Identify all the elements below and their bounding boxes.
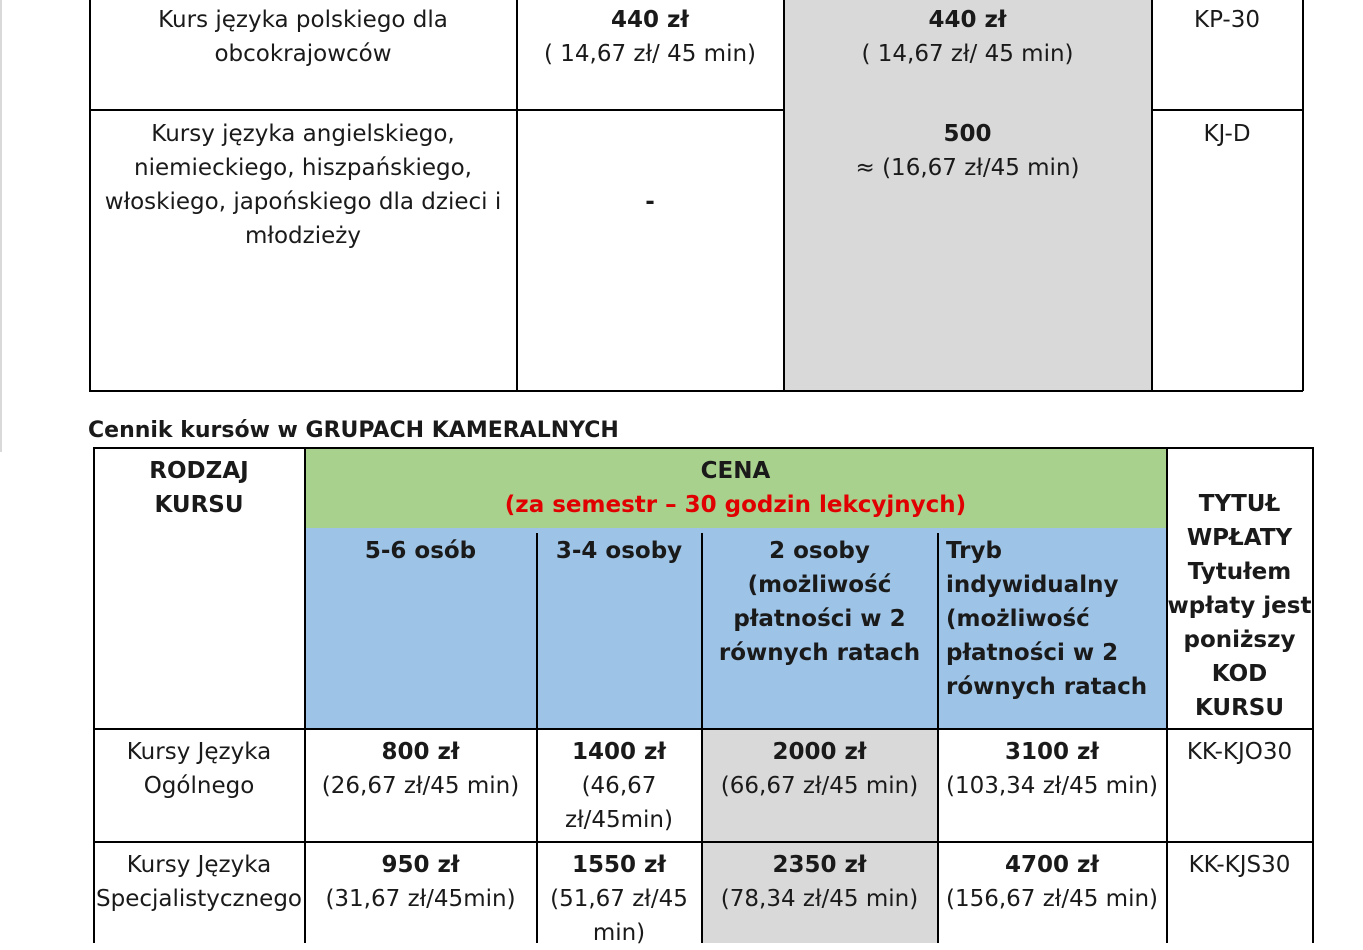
page-margin-line [0, 0, 2, 452]
course-name-line: Ogólnego [143, 773, 255, 799]
price-cell [784, 117, 1151, 185]
header-line: KURSU [154, 492, 244, 518]
section-title: Cennik kursów w GRUPACH KAMERALNYCH [88, 418, 619, 443]
price-value: 1400 zł [572, 739, 666, 765]
course-code [1167, 735, 1312, 769]
header-line: WPŁATY [1186, 525, 1293, 551]
course-name-line: Specjalistycznego [96, 886, 302, 912]
price-rate: (51,67 zł/45 [550, 886, 688, 912]
course-code-text: KP-30 [1193, 7, 1260, 33]
course-name [94, 735, 304, 803]
course-name-line: włoskiego, japońskiego dla dzieci i [104, 189, 502, 215]
price-rate: ( 14,67 zł/ 45 min) [861, 41, 1074, 67]
course-code-text: KK-KJO30 [1186, 739, 1293, 765]
price-cell [537, 848, 701, 950]
price-cell [537, 735, 701, 837]
price-cell [938, 848, 1166, 916]
price-value: 440 zł [611, 7, 689, 33]
price-rate: (78,34 zł/45 min) [720, 886, 919, 912]
price-rate: min) [592, 920, 646, 946]
course-name-line: Kursy Języka [126, 739, 272, 765]
course-name [90, 117, 516, 253]
header-line: (możliwość [946, 606, 1090, 632]
header-line: równych ratach [946, 674, 1148, 700]
price-rate: (31,67 zł/45min) [325, 886, 516, 912]
price-value: 2000 zł [772, 739, 867, 765]
price-value: 1550 zł [572, 852, 666, 878]
header-line: 3-4 osoby [555, 538, 683, 564]
course-code-text: KK-KJS30 [1188, 852, 1291, 878]
grid-line [89, 390, 1303, 392]
header-group-individual [938, 534, 1166, 704]
header-line: 5-6 osób [364, 538, 477, 564]
header-price-label: CENA [700, 458, 771, 484]
header-price [305, 454, 1166, 522]
header-line: wpłaty jest [1167, 593, 1312, 619]
header-line: TYTUŁ [1198, 491, 1281, 517]
grid-line [93, 728, 1313, 730]
price-value: 4700 zł [1005, 852, 1099, 878]
header-payment-title [1167, 487, 1312, 725]
header-group-2 [702, 534, 937, 670]
price-cell [938, 735, 1166, 803]
price-rate: (26,67 zł/45 min) [321, 773, 520, 799]
price-rate: zł/45min) [565, 807, 673, 833]
course-name-line: obcokrajowców [214, 41, 392, 67]
grid-line [1151, 0, 1153, 391]
course-name [94, 848, 304, 916]
price-cell [305, 848, 536, 916]
course-name-line: Kursy języka angielskiego, [151, 121, 455, 147]
course-name-line: młodzieży [245, 223, 361, 249]
price-rate: (156,67 zł/45 min) [945, 886, 1159, 912]
header-line: 2 osoby [769, 538, 870, 564]
price-value: 2350 zł [772, 852, 867, 878]
grid-line [93, 841, 1313, 843]
course-name [90, 3, 516, 71]
price-cell [305, 735, 536, 803]
course-name-line: Kurs języka polskiego dla [158, 7, 448, 33]
price-value: - [645, 189, 655, 215]
grid-line [1312, 447, 1314, 943]
price-rate: (66,67 zł/45 min) [720, 773, 919, 799]
header-line: KOD [1211, 661, 1268, 687]
grid-line [1302, 0, 1304, 391]
price-rate: (46,67 [581, 773, 657, 799]
header-course-type [94, 454, 304, 522]
price-value: 500 [943, 121, 992, 147]
price-cell [702, 735, 937, 803]
course-code [1152, 3, 1302, 37]
header-line: RODZAJ [149, 458, 249, 484]
course-code [1152, 117, 1302, 151]
grid-line [93, 447, 1313, 449]
course-code-text: KJ-D [1203, 121, 1251, 147]
header-price-note: (za semestr – 30 godzin lekcyjnych) [504, 492, 967, 518]
price-cell [784, 3, 1151, 71]
price-cell [517, 185, 783, 219]
course-name-line: niemieckiego, hiszpańskiego, [134, 155, 472, 181]
price-value: 440 zł [928, 7, 1007, 33]
grid-line [1151, 109, 1303, 111]
grid-line [89, 109, 783, 111]
course-name-line: Kursy Języka [126, 852, 272, 878]
course-code [1167, 848, 1312, 882]
header-group-3-4 [537, 534, 701, 568]
price-rate: ( 14,67 zł/ 45 min) [543, 41, 757, 67]
price-rate: (103,34 zł/45 min) [945, 773, 1159, 799]
price-cell [702, 848, 937, 916]
header-line: KURSU [1194, 695, 1285, 721]
header-line: równych ratach [718, 640, 921, 666]
header-line: płatności w 2 [946, 640, 1119, 666]
price-rate: ≈ (16,67 zł/45 min) [855, 155, 1080, 181]
header-group-5-6 [305, 534, 536, 568]
price-value: 3100 zł [1005, 739, 1099, 765]
price-cell [517, 3, 783, 71]
header-line: (możliwość [747, 572, 892, 598]
header-line: Tryb indywidualny [946, 538, 1119, 598]
header-line: płatności w 2 [733, 606, 906, 632]
header-line: Tytułem [1187, 559, 1292, 585]
price-value: 800 zł [381, 739, 460, 765]
header-line: poniższy [1183, 627, 1296, 653]
price-value: 950 zł [381, 852, 460, 878]
